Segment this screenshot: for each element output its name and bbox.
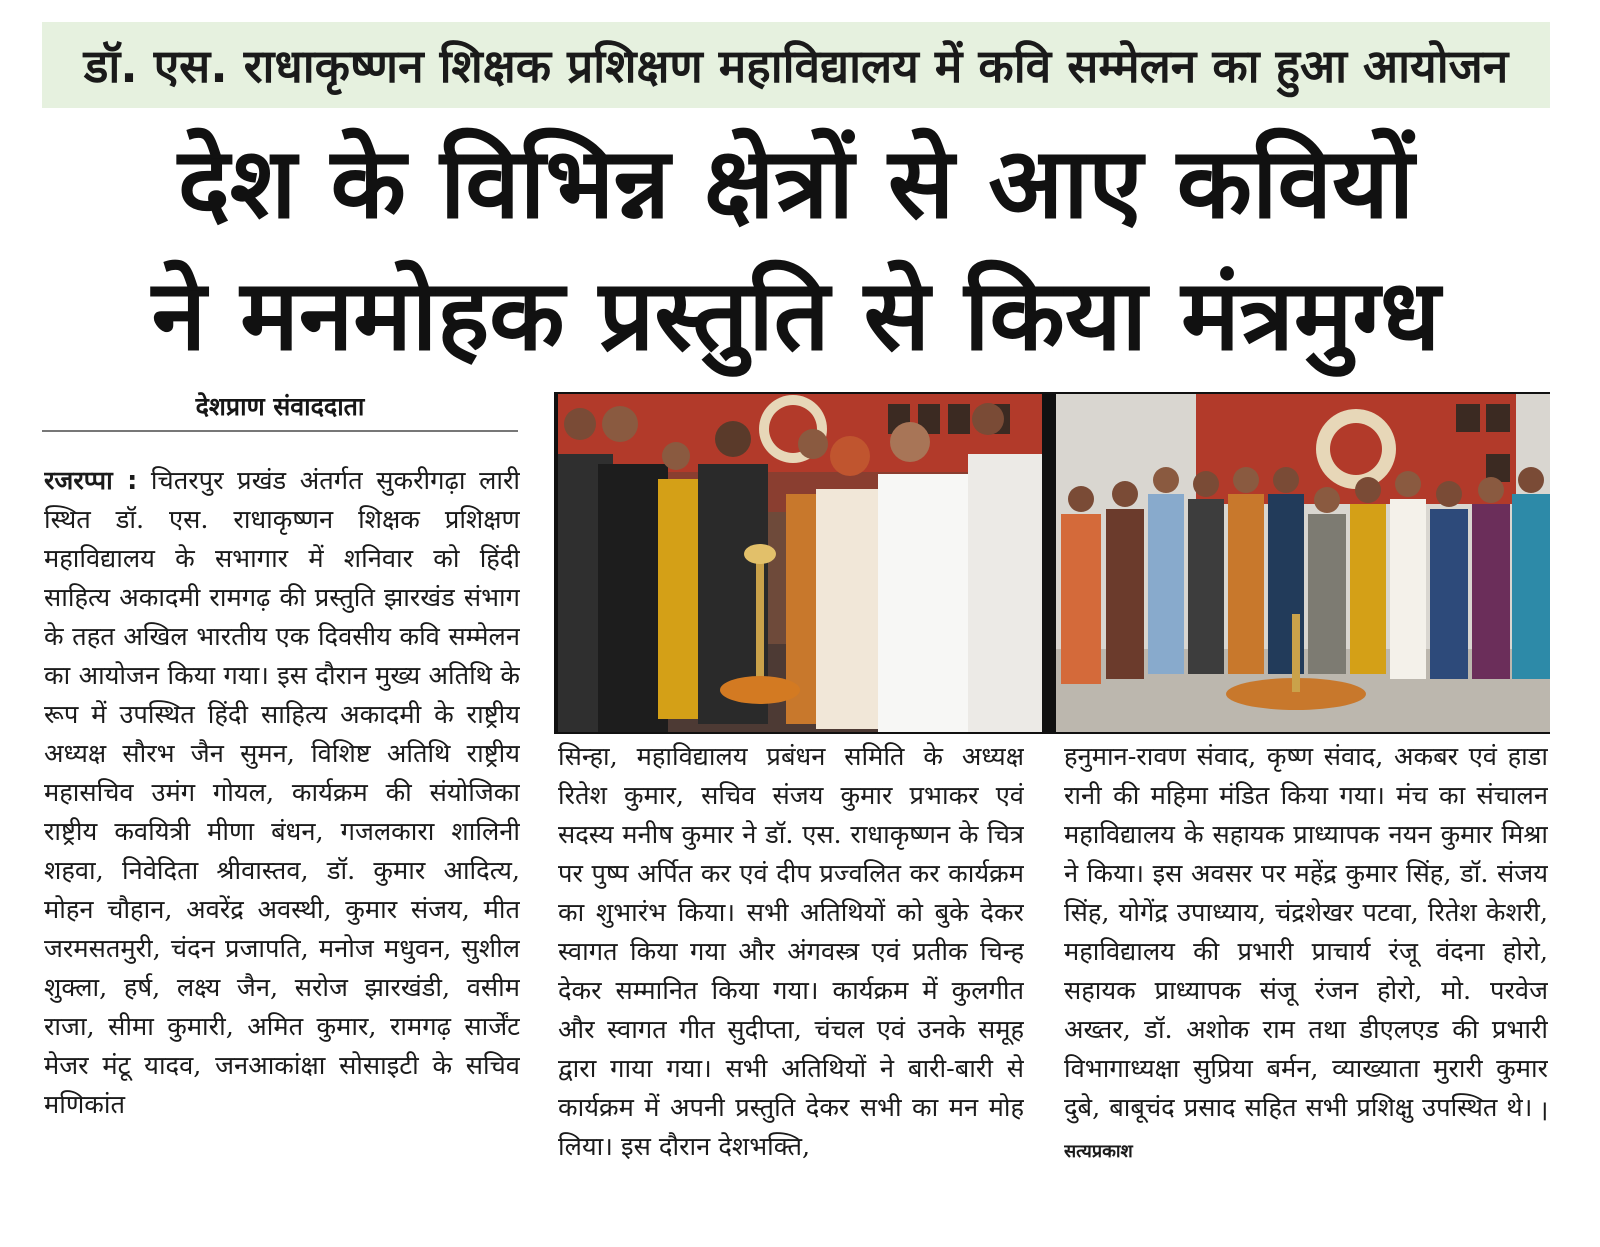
article-column-1 (44, 462, 520, 1232)
headline (42, 118, 1550, 382)
kicker-text: डॉ. एस. राधाकृष्णन शिक्षक प्रशिक्षण महाविद्यालय में कवि सम्मेलन का हुआ आयोजन (83, 39, 1509, 93)
article-column-2 (558, 738, 1024, 1208)
rangoli-shape (720, 676, 800, 704)
photo-lamp-lighting (558, 394, 1042, 732)
headline-line-2: ने मनमोहक प्रस्तुति से किया मंत्रमुग्ध (151, 259, 1441, 373)
column-2-text: सिन्हा, महाविद्यालय प्रबंधन समिति के अध्यक्ष रितेश कुमार, सचिव संजय कुमार प्रभाकर एवं सदस्य मनीष कुमार ने डॉ. एस. राधाकृष्णन के चित्र पर पुष्प अर्पित कर एवं दीप प्रज्वलित कर कार्यक्रम का शुभारंभ किया। सभी अतिथियों को बुके देकर स्वागत किया गया और अंगवस्त्र एवं प्रतीक चिन्ह देकर सम्मानित किया गया। कार्यक्रम में कुलगीत और स्वागत गीत सुदीप्ता, चंचल एवं उनके समूह द्वारा गाया गया। सभी अतिथियों ने बारी-बारी से कार्यक्रम में अपनी प्रस्तुति देकर सभी का मन मोह लिया। इस दौरान देशभक्ति, (558, 742, 1024, 1162)
lamp-stand (756, 554, 764, 684)
photo-strip (554, 392, 1550, 734)
headline-line-1: देश के विभिन्न क्षेत्रों से आए कवियों (177, 127, 1415, 241)
byline (42, 390, 518, 432)
byline-text: देशप्राण संवाददाता (195, 392, 365, 421)
reporter-credit-name: सत्यप्रकाश (1064, 1141, 1133, 1162)
photo-group (1056, 394, 1550, 732)
article-column-3 (1064, 738, 1548, 1208)
dateline: रजरप्पा : (44, 466, 138, 496)
reporter-credit: |सत्यप्रकाश (1064, 1100, 1548, 1162)
column-1-text: चितरपुर प्रखंड अंतर्गत सुकरीगढ़ा लारी स्थित डॉ. एस. राधाकृष्णन शिक्षक प्रशिक्षण महाविद्यालय के सभागार में शनिवार को हिंदी साहित्य अकादमी रामगढ़ की प्रस्तुति झारखंड संभाग के तहत अखिल भारतीय एक दिवसीय कवि सम्मेलन का आयोजन किया गया। इस दौरान मुख्य अतिथि के रूप में उपस्थित हिंदी साहित्य अकादमी के राष्ट्रीय अध्यक्ष सौरभ जैन सुमन, विशिष्ट अतिथि राष्ट्रीय महासचिव उमंग गोयल, कार्यक्रम की संयोजिका राष्ट्रीय कवयित्री मीणा बंधन, गजलकारा शालिनी शहवा, निवेदिता श्रीवास्तव, डॉ. कुमार आदित्य, मोहन चौहान, अवरेंद्र अवस्थी, कुमार संजय, मीत जरमसतमुरी, चंदन प्रजापति, मनोज मधुवन, सुशील शुक्ला, हर्ष, लक्ष्य जैन, सरोज झारखंडी, वसीम राजा, सीमा कुमारी, अमित कुमार, रामगढ़ सार्जेंट मेजर मंटू यादव, जनआकांक्षा सोसाइटी के सचिव मणिकांत (44, 466, 520, 1120)
kicker-strap (42, 22, 1550, 108)
column-3-text: हनुमान-रावण संवाद, कृष्ण संवाद, अकबर एवं हाडा रानी की महिमा मंडित किया गया। मंच का संचालन महाविद्यालय के सहायक प्राध्यापक नयन कुमार मिश्रा ने किया। इस अवसर पर महेंद्र कुमार सिंह, डॉ. संजय सिंह, योगेंद्र उपाध्याय, चंद्रशेखर पटवा, रितेश केशरी, महाविद्यालय की प्रभारी प्राचार्य रंजू वंदना होरो, सहायक प्राध्यापक संजू रंजन होरो, मो. परवेज अख्तर, डॉ. अशोक राम तथा डीएलएड की प्रभारी विभागाध्यक्षा सुप्रिया बर्मन, व्याख्याता मुरारी कुमार दुबे, बाबूचंद प्रसाद सहित सभी प्रशिक्षु उपस्थित थे। (1064, 742, 1548, 1123)
